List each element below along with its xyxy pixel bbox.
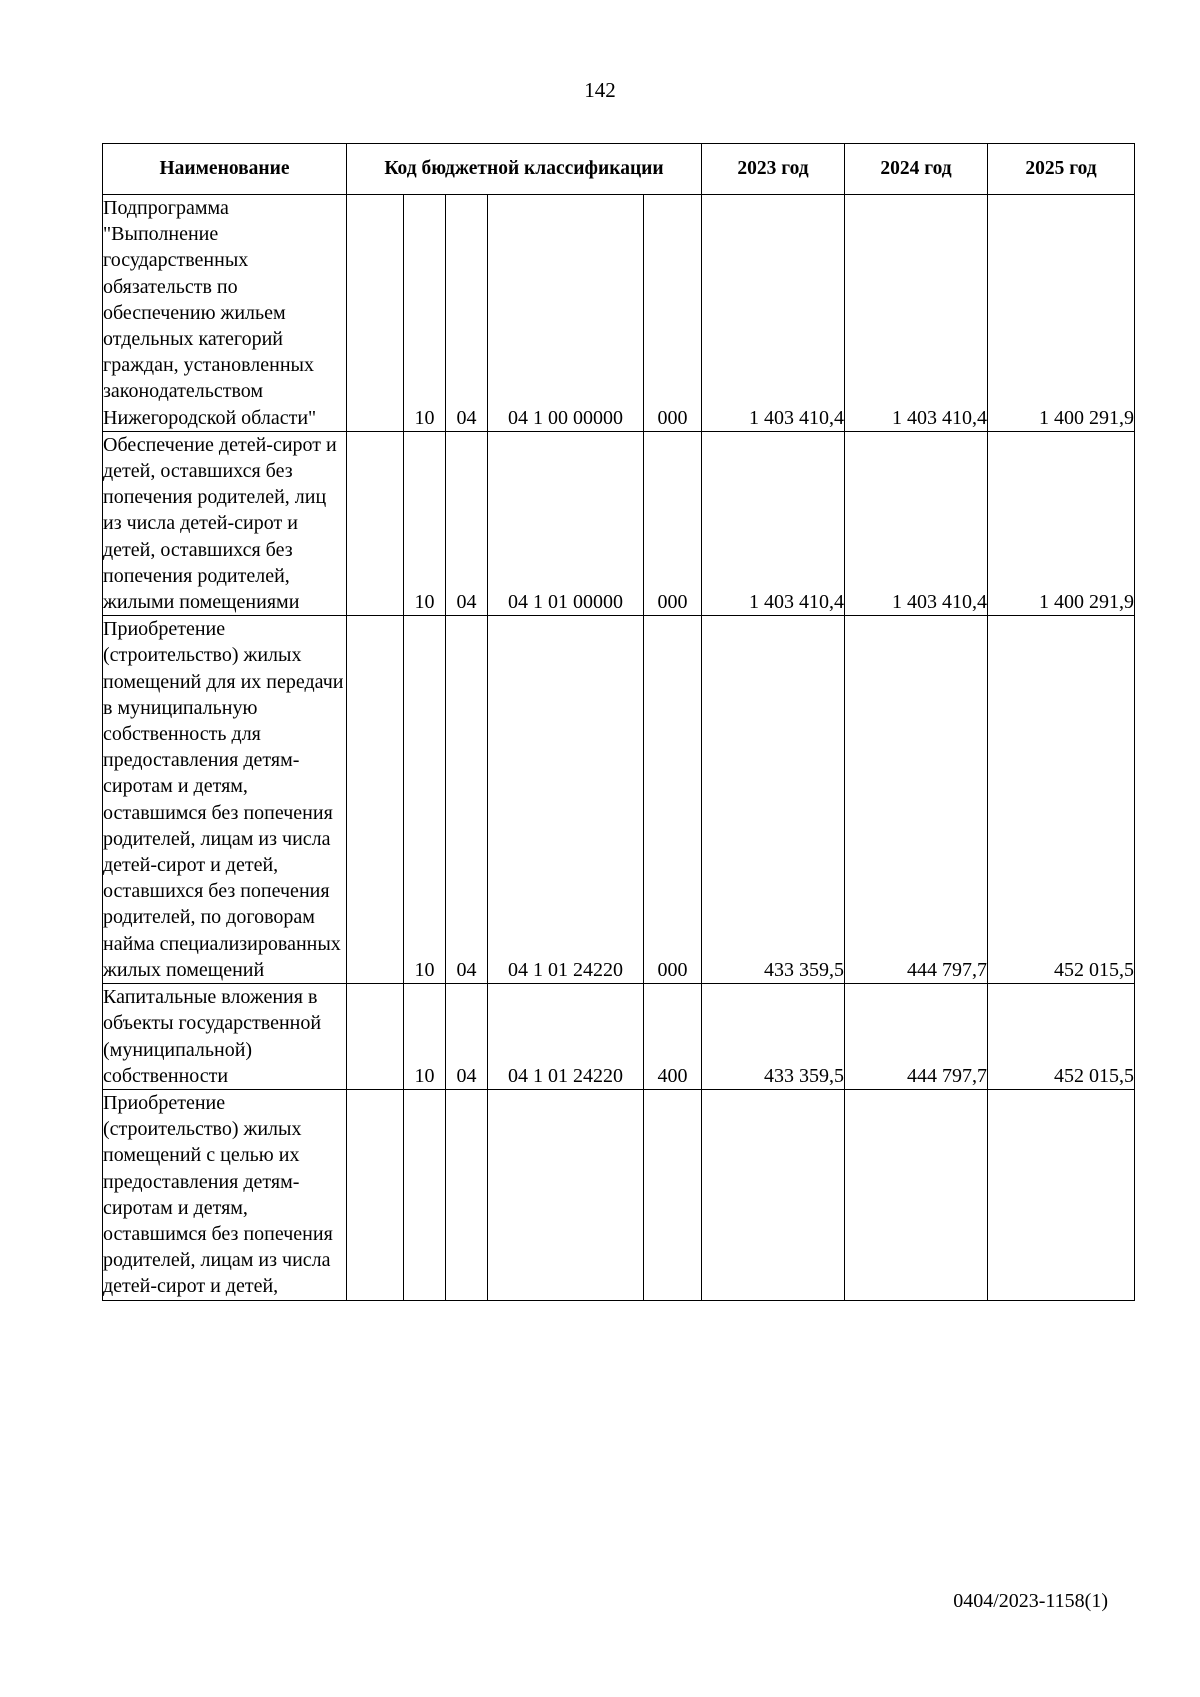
- row-2025: 452 015,5: [988, 616, 1135, 984]
- row-section: [404, 1089, 446, 1300]
- header-2023: 2023 год: [702, 144, 845, 195]
- row-section: 10: [404, 616, 446, 984]
- row-2025: 452 015,5: [988, 984, 1135, 1090]
- row-expense-type: 000: [644, 431, 702, 615]
- row-subsection: 04: [446, 984, 488, 1090]
- row-name: Подпрограмма "Выполнение государственных обязательств по обеспечению жильем отдельных категорий граждан, установленных законодательством Нижегородской области": [103, 195, 347, 432]
- row-2024: 444 797,7: [845, 616, 988, 984]
- table-row: [103, 1089, 1135, 1300]
- row-subsection: [446, 1089, 488, 1300]
- row-blank-cell: [347, 1089, 404, 1300]
- table-row: [103, 616, 1135, 984]
- row-name: Капитальные вложения в объекты государственной (муниципальной) собственности: [103, 984, 347, 1090]
- row-2024: [845, 1089, 988, 1300]
- row-name: Приобретение (строительство) жилых помещений для их передачи в муниципальную собственность для предоставления детям-сиротам и детям, оставшимся без попечения родителей, лицам из числа детей-сирот и детей, оставшихся без попечения родителей, по договорам найма специализированных жилых помещений: [103, 616, 347, 984]
- table-row: [103, 431, 1135, 615]
- table-row: [103, 195, 1135, 432]
- row-expense-type: 000: [644, 616, 702, 984]
- row-section: 10: [404, 984, 446, 1090]
- page-number: 142: [584, 78, 616, 102]
- row-expense-type: [644, 1089, 702, 1300]
- header-2024: 2024 год: [845, 144, 988, 195]
- row-2023: 1 403 410,4: [702, 195, 845, 432]
- header-name: Наименование: [103, 144, 347, 195]
- row-target: [488, 1089, 644, 1300]
- row-target: 04 1 01 00000: [488, 431, 644, 615]
- row-section: 10: [404, 431, 446, 615]
- row-2024: 444 797,7: [845, 984, 988, 1090]
- row-target: 04 1 00 00000: [488, 195, 644, 432]
- row-subsection: 04: [446, 195, 488, 432]
- row-2024: 1 403 410,4: [845, 431, 988, 615]
- header-code: Код бюджетной классификации: [347, 144, 702, 195]
- budget-table: [102, 143, 1135, 1301]
- row-2023: 433 359,5: [702, 984, 845, 1090]
- row-blank-cell: [347, 195, 404, 432]
- row-name: Приобретение (строительство) жилых помещений с целью их предоставления детям-сиротам и детям, оставшимся без попечения родителей, лицам из числа детей-сирот и детей,: [103, 1089, 347, 1300]
- row-2025: 1 400 291,9: [988, 431, 1135, 615]
- row-target: 04 1 01 24220: [488, 984, 644, 1090]
- row-blank-cell: [347, 616, 404, 984]
- row-2023: [702, 1089, 845, 1300]
- header-row: [103, 144, 1135, 195]
- header-2025: 2025 год: [988, 144, 1135, 195]
- row-name: Обеспечение детей-сирот и детей, оставшихся без попечения родителей, лиц из числа детей-сирот и детей, оставшихся без попечения родителей, жилыми помещениями: [103, 431, 347, 615]
- row-target: 04 1 01 24220: [488, 616, 644, 984]
- row-blank-cell: [347, 431, 404, 615]
- row-2025: [988, 1089, 1135, 1300]
- row-subsection: 04: [446, 431, 488, 615]
- row-2025: 1 400 291,9: [988, 195, 1135, 432]
- row-2023: 433 359,5: [702, 616, 845, 984]
- row-subsection: 04: [446, 616, 488, 984]
- row-2023: 1 403 410,4: [702, 431, 845, 615]
- row-expense-type: 000: [644, 195, 702, 432]
- row-expense-type: 400: [644, 984, 702, 1090]
- row-blank-cell: [347, 984, 404, 1090]
- row-section: 10: [404, 195, 446, 432]
- table-row: [103, 984, 1135, 1090]
- row-2024: 1 403 410,4: [845, 195, 988, 432]
- document-id: 0404/2023-1158(1): [953, 1590, 1108, 1612]
